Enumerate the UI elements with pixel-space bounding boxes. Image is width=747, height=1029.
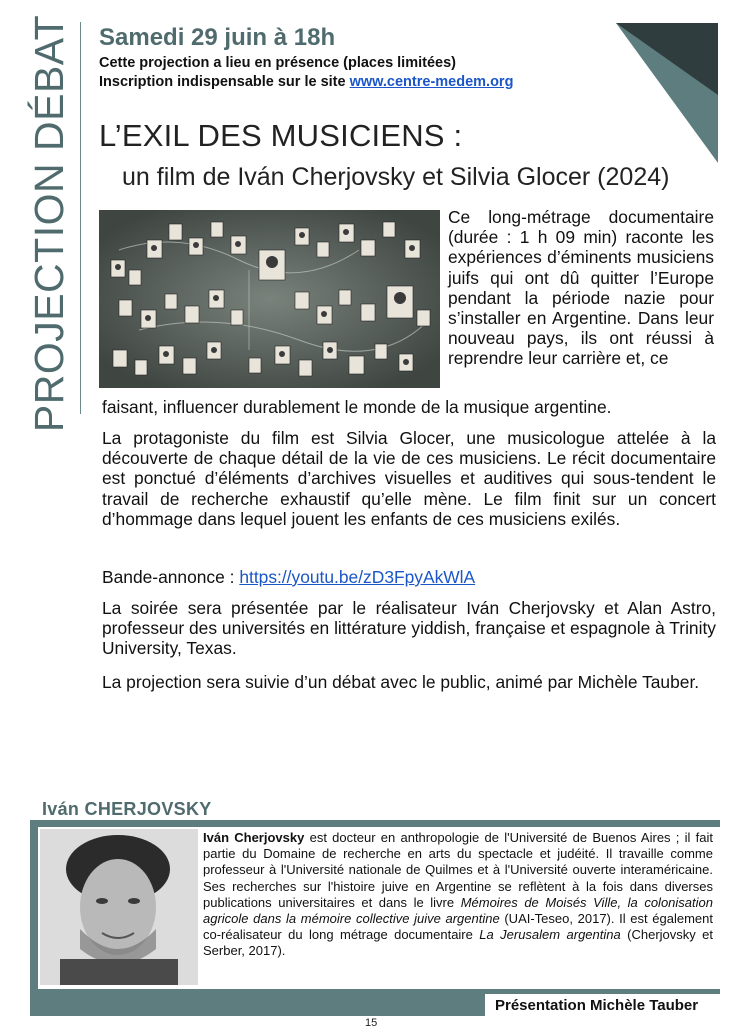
trailer-label: Bande-annonce :: [102, 567, 240, 587]
film-still-image: [99, 210, 440, 388]
synopsis-intro-continued: faisant, influencer durablement le monde de la musique argentine.: [102, 397, 612, 417]
presenter-credit: Présentation Michèle Tauber: [495, 997, 699, 1014]
event-info-line2: [99, 73, 513, 92]
bio-text-part3: (Cherjovsky et Serber, 2017).: [203, 927, 714, 959]
film-subtitle: un film de Iván Cherjovsky et Silvia Glocer (2024): [122, 163, 670, 191]
synopsis-paragraph-5: La projection sera suivie d’un débat avec le public, animé par Michèle Tauber.: [102, 672, 700, 692]
director-portrait-image: [40, 829, 198, 985]
synopsis-paragraph-4: La soirée sera présentée par le réalisateur Iván Cherjovsky et Alan Astro, professeur des universités en littérature yiddish, française et espagnole à Trinity University, Texas.: [102, 598, 716, 659]
page-number: 15: [365, 1017, 378, 1029]
bio-text: [203, 830, 713, 960]
registration-link[interactable]: www.centre-medem.org: [349, 74, 514, 90]
event-info: [99, 54, 513, 92]
event-date: Samedi 29 juin à 18h: [99, 24, 336, 51]
bio-film-title: La Jerusalem argentina: [479, 927, 621, 943]
bio-name: Iván Cherjovsky: [203, 830, 305, 845]
event-info-line1: Cette projection a lieu en présence (places limitées): [99, 55, 456, 71]
event-info-prefix: Inscription indispensable sur le site: [99, 74, 350, 90]
bio-text-part1: est docteur en anthropologie de l'Université de Buenos Aires ; il fait partie du Domaine de recherche en arts du spectacle et judéité. Il travaille comme professeur à l'Université nationale de Quilmes et à l'Université ouverte interaméricaine. Ses recherches sur l'histoire juive en Argentine se reflètent à la fois dans diverses publications universitaires et dans le livre: [203, 830, 714, 910]
bio-text-part2: (UAI-Teseo, 2017). Il est également co-réalisateur du long métrage documentaire: [203, 911, 713, 943]
trailer-line: [102, 567, 716, 587]
synopsis-paragraph-2: La protagoniste du film est Silvia Glocer, une musicologue attelée à la découverte de chaque détail de la vie de ces musiciens. Le récit documentaire est ponctué d’éléments d’archives visuelles et auditives qui sous-tendent le travail de recherche exhaustif qu’elle mène. Le film finit sur un concert d’hommage dans lequel jouent les enfants de ces musiciens exilés.: [102, 428, 716, 529]
section-title-vertical: [26, 14, 73, 432]
bio-heading: Iván CHERJOVSKY: [42, 799, 212, 819]
corner-triangle-decoration: [616, 23, 718, 163]
synopsis-intro: Ce long-métrage documentaire (durée : 1 h 09 min) raconte les expériences d’éminents musiciens juifs qui ont dû quitter l’Europe pendant la période nazie pour s’installer en Argentine. Dans leur nouveau pays, ils ont réussi à reprendre leur carrière et, ce: [448, 207, 714, 369]
film-title: L’EXIL DES MUSICIENS :: [99, 118, 463, 153]
trailer-link[interactable]: https://youtu.be/zD3FpyAkWlA: [239, 567, 476, 587]
vertical-divider: [80, 22, 81, 414]
section-title-text: PROJECTION DÉBAT: [26, 14, 73, 432]
bio-book-title: Mémoires de Moisés Ville, la colonisation agricole dans la mémoire collective juive argentine: [203, 894, 713, 927]
